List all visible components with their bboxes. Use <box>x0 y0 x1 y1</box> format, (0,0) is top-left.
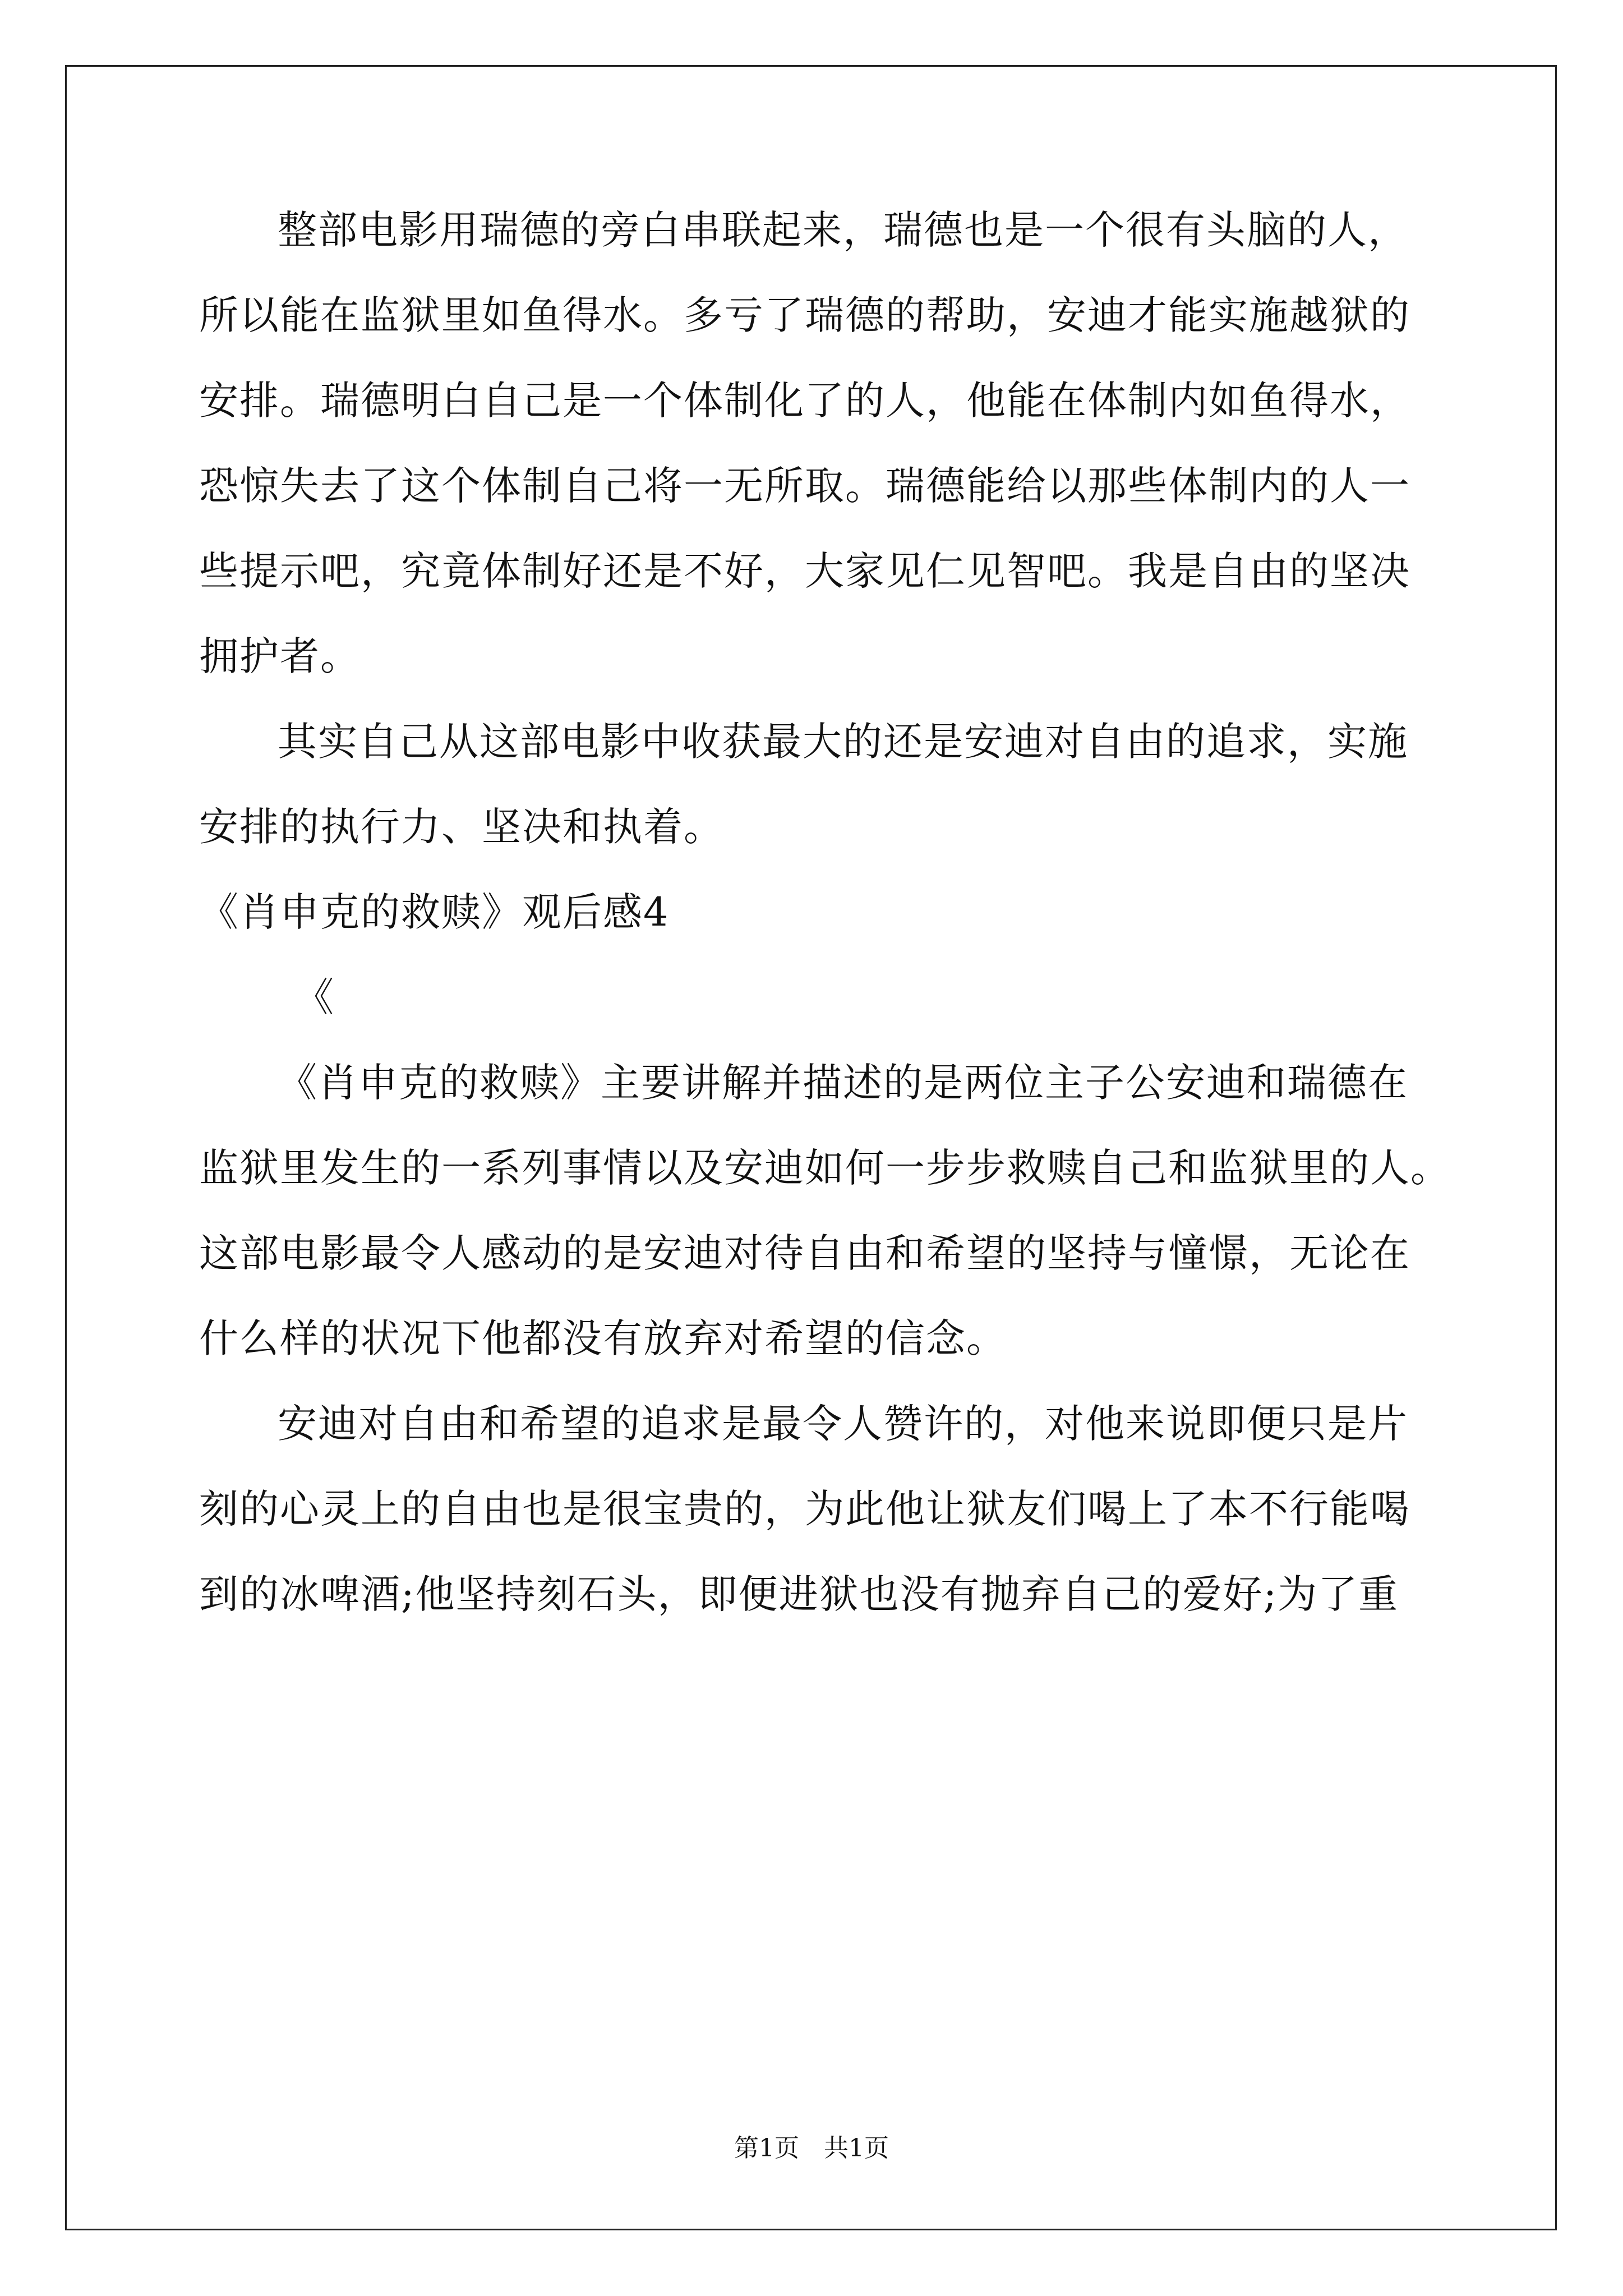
section-title: 《肖申克的救赎》观后感4 <box>199 889 670 935</box>
paragraph-line: 《肖申克的救赎》主要讲解并描述的是两位主子公安迪和瑞德在 <box>278 1060 1408 1106</box>
paragraph-line: 安迪对自由和希望的追求是最令人赞许的，对他来说即便只是片 <box>278 1401 1408 1447</box>
paragraph-line: 安排。瑞德明白自己是一个体制化了的人，他能在体制内如鱼得水， <box>199 378 1410 424</box>
paragraph-line: 什么样的状况下他都没有放弃对希望的信念。 <box>199 1315 1007 1361</box>
page-footer: 第1页 共1页 <box>734 2134 889 2162</box>
paragraph-line: 《 <box>294 974 335 1020</box>
paragraph-line: 其实自己从这部电影中收获最大的还是安迪对自由的追求，实施 <box>278 719 1408 765</box>
paragraph-line: 到的冰啤酒;他坚持刻石头，即便进狱也没有抛弃自己的爱好;为了重 <box>199 1571 1399 1617</box>
paragraph-line: 刻的心灵上的自由也是很宝贵的，为此他让狱友们喝上了本不行能喝 <box>199 1486 1410 1532</box>
paragraph-line: 监狱里发生的一系列事情以及安迪如何一步步救赎自己和监狱里的人。 <box>199 1145 1451 1191</box>
paragraph-line: 拥护者。 <box>199 633 361 679</box>
paragraph-line: 整部电影用瑞德的旁白串联起来，瑞德也是一个很有头脑的人， <box>278 207 1408 253</box>
paragraph-line: 所以能在监狱里如鱼得水。多亏了瑞德的帮助，安迪才能实施越狱的 <box>199 292 1410 338</box>
paragraph-line: 这部电影最令人感动的是安迪对待自由和希望的坚持与憧憬，无论在 <box>199 1230 1410 1276</box>
paragraph-line: 恐惊失去了这个体制自己将一无所取。瑞德能给以那些体制内的人一 <box>199 463 1410 509</box>
paragraph-line: 些提示吧，究竟体制好还是不好，大家见仁见智吧。我是自由的坚决 <box>199 548 1410 594</box>
paragraph-line: 安排的执行力、坚决和执着。 <box>199 804 724 850</box>
